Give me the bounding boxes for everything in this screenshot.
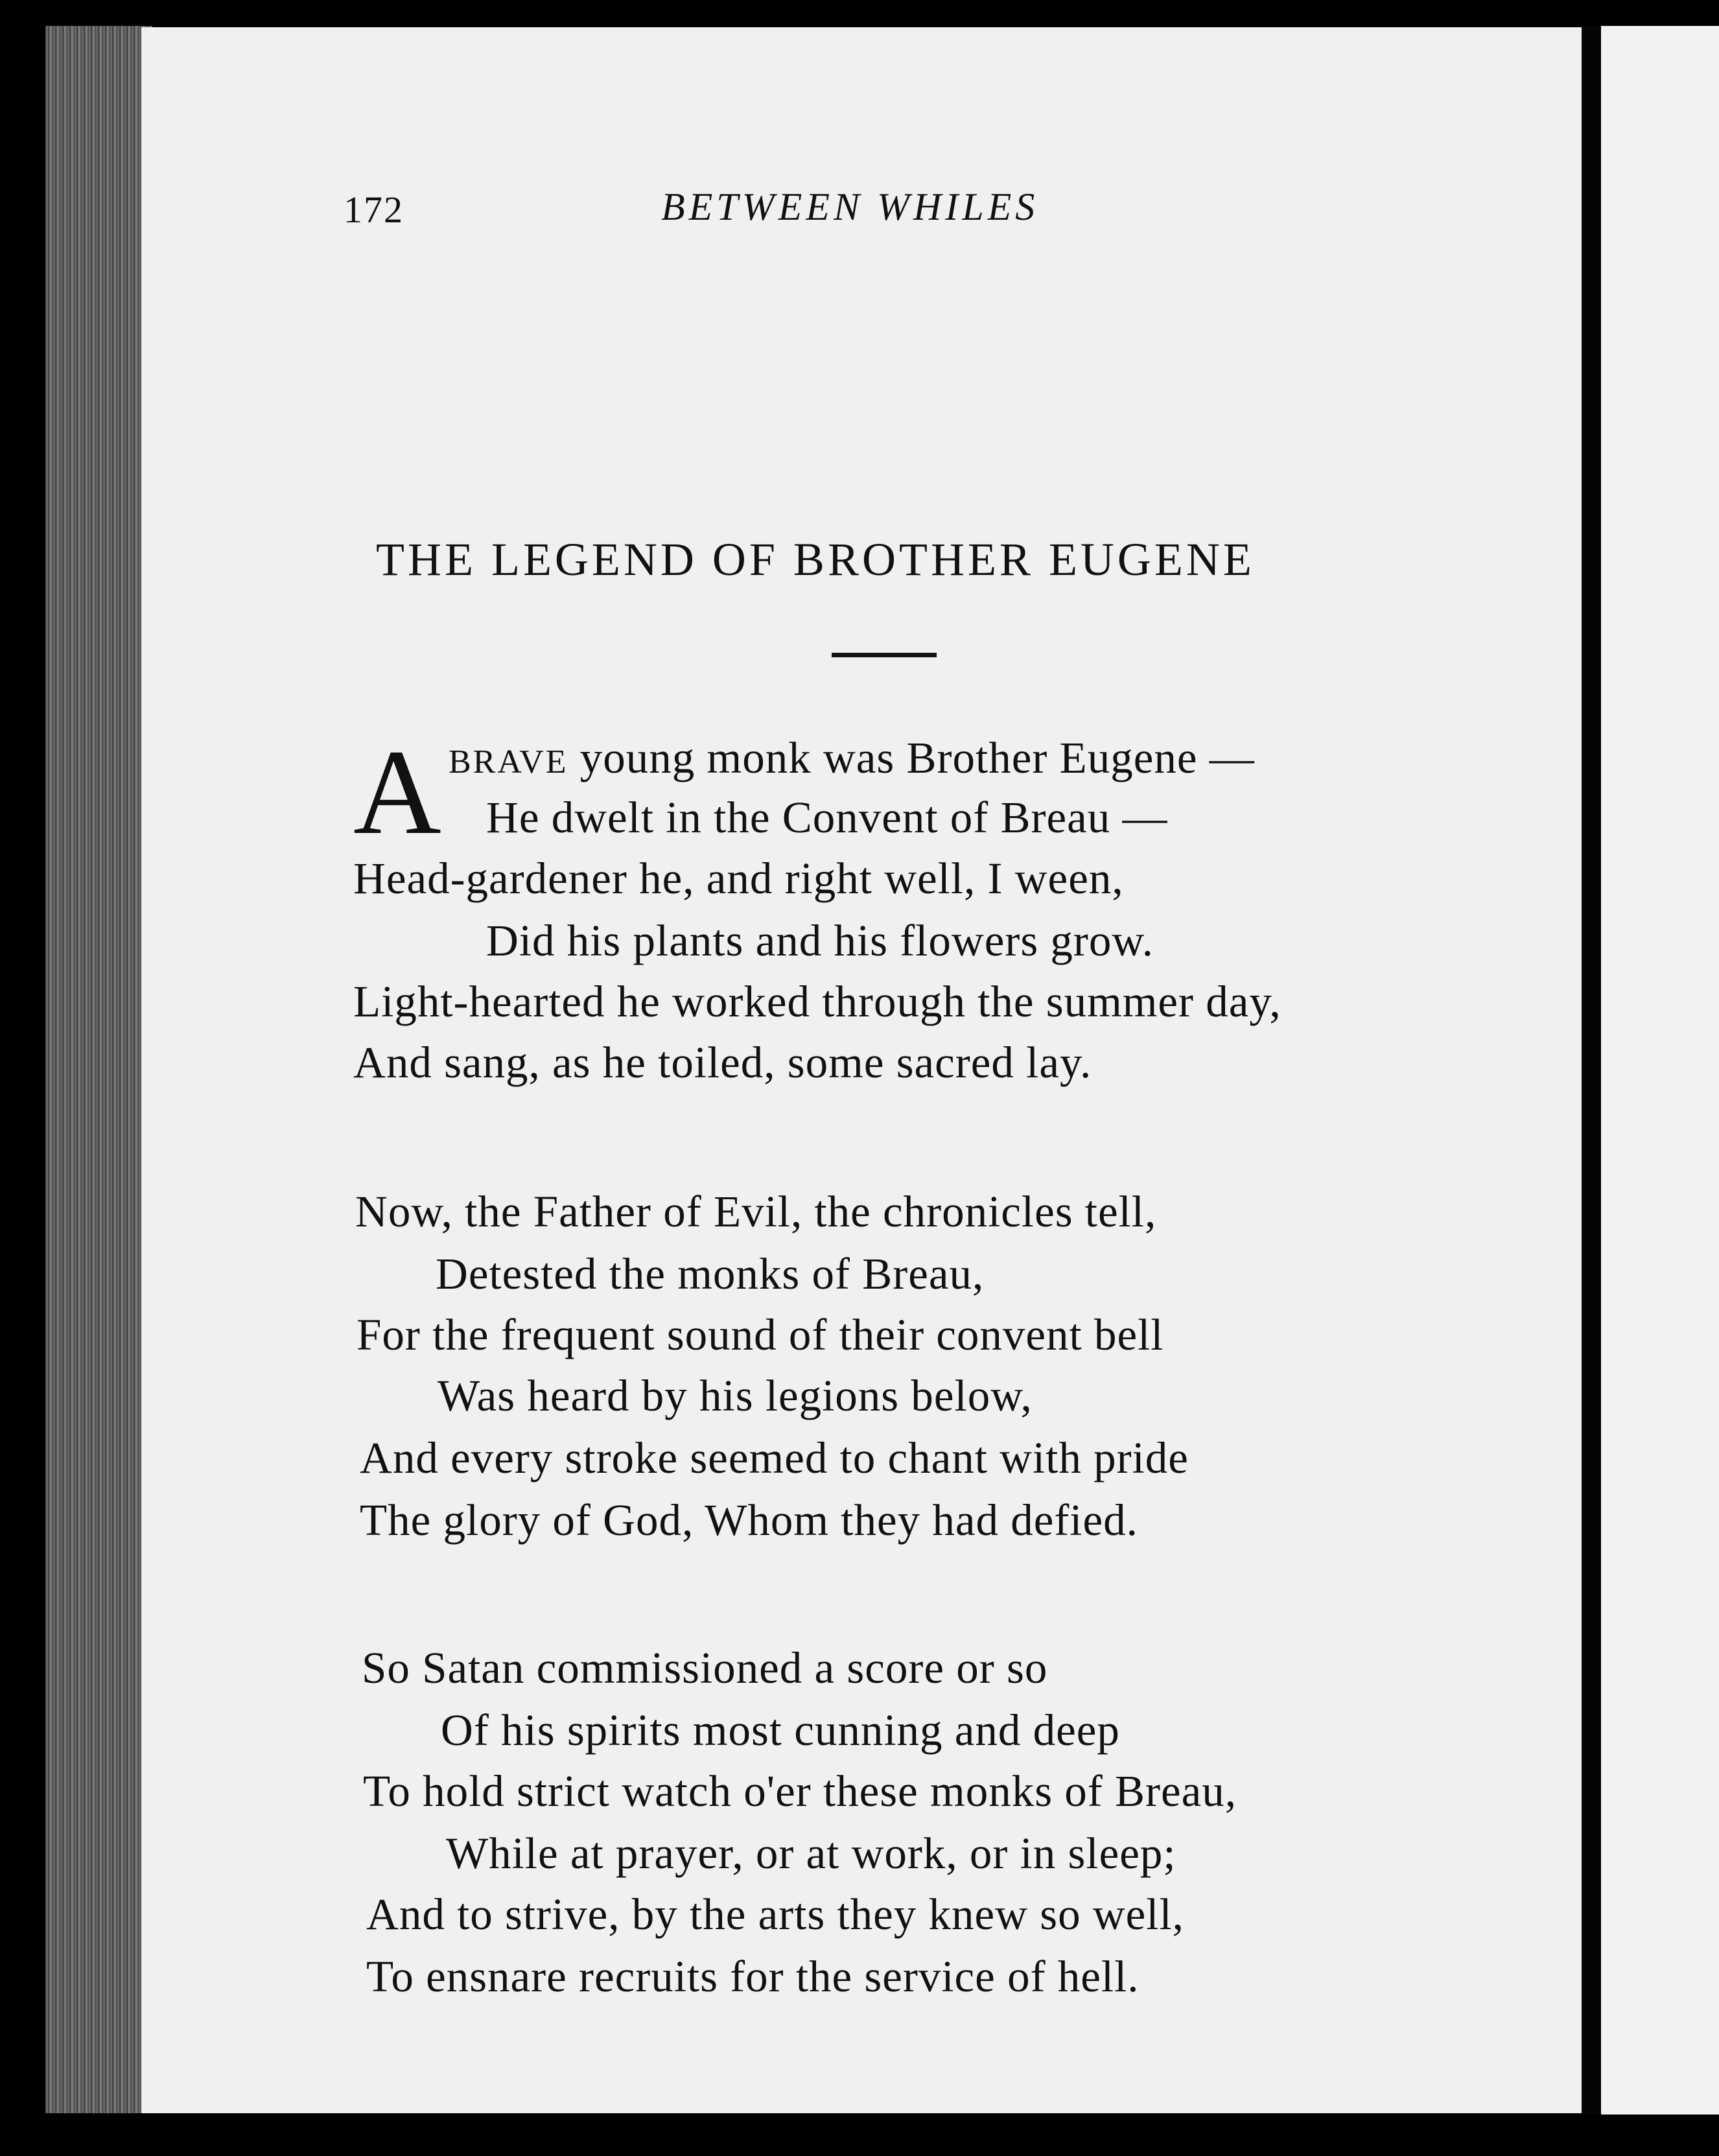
poem-line: And sang, as he toiled, some sacred lay. <box>353 1038 1092 1087</box>
poem-line: While at prayer, or at work, or in sleep; <box>446 1829 1176 1878</box>
poem-line: And every stroke seemed to chant with pride <box>360 1433 1189 1482</box>
poem-line: For the frequent sound of their convent bell <box>357 1310 1164 1359</box>
poem-line <box>449 732 1255 784</box>
poem-line: So Satan commissioned a score or so <box>362 1643 1048 1693</box>
facing-page-edge <box>1601 26 1719 2117</box>
page-number: 172 <box>344 189 404 231</box>
title-rule <box>832 653 937 657</box>
running-title: BETWEEN WHILES <box>661 185 1039 228</box>
poem-line: To ensnare recruits for the service of hell. <box>366 1952 1140 2001</box>
poem-line: Detested the monks of Breau, <box>436 1249 985 1298</box>
first-word-smallcaps: BRAVE <box>449 744 568 780</box>
scan-border <box>0 2115 1719 2156</box>
poem-line: Was heard by his legions below, <box>438 1371 1033 1420</box>
poem-line: The glory of God, Whom they had defied. <box>360 1495 1138 1545</box>
page-edges <box>45 26 152 2113</box>
poem-line: To hold strict watch o'er these monks of Breau, <box>363 1766 1237 1816</box>
poem-title: THE LEGEND OF BROTHER EUGENE <box>376 533 1255 585</box>
poem-line: He dwelt in the Convent of Breau — <box>486 793 1168 842</box>
first-line-rest: young monk was Brother Eugene — <box>568 733 1255 782</box>
poem-line: Head-gardener he, and right well, I ween, <box>353 854 1124 903</box>
poem-line: Now, the Father of Evil, the chronicles tell, <box>355 1187 1157 1236</box>
poem-line: And to strive, by the arts they knew so well, <box>366 1890 1184 1939</box>
poem-line: Of his spirits most cunning and deep <box>441 1705 1120 1755</box>
poem-line: Did his plants and his flowers grow. <box>486 916 1154 965</box>
poem-line: Light-hearted he worked through the summer day, <box>353 977 1281 1026</box>
drop-cap: A <box>353 724 441 860</box>
book-gutter <box>1582 26 1601 2120</box>
